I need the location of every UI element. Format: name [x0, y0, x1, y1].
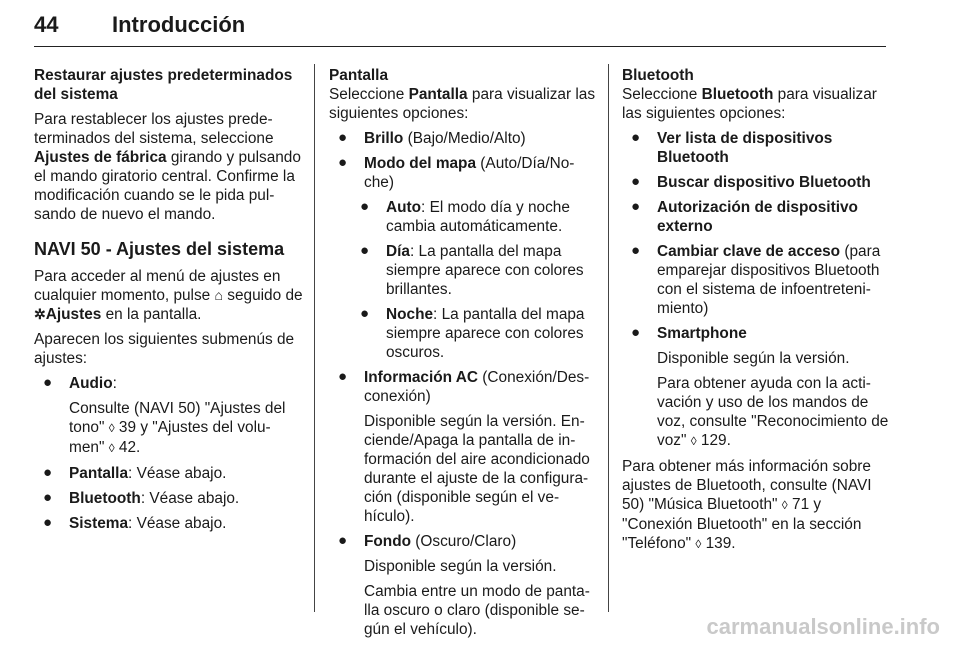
- bluetooth-more-info: Para obtener más información sobre ajustes de Bluetooth, consulte (NAVI 50) "Música Bluetooth" ◊ 71 y "Conexión Bluetooth" en la sección "Teléfono" ◊ 139.: [622, 458, 872, 552]
- bullet-icon: ●: [43, 489, 53, 506]
- list-item: ● Día: La pantalla del mapa siempre aparece con colores brillantes.: [360, 242, 584, 298]
- page-number: 44: [34, 12, 59, 37]
- pantalla-options: [329, 129, 597, 406]
- section-heading-navi50: NAVI 50 - Ajustes del sistema: [34, 239, 285, 259]
- fondo-detail-2: Cambia entre un modo de panta-lla oscuro o claro (disponible se-gún el vehículo).: [364, 583, 590, 638]
- home-icon: ⌂: [214, 287, 223, 303]
- bullet-icon: ●: [43, 374, 53, 391]
- list-item: ● Sistema: Véase abajo.: [43, 514, 227, 532]
- bullet-icon: ●: [360, 305, 370, 322]
- submenu-list: [34, 374, 306, 393]
- bluetooth-options: [622, 129, 890, 343]
- bullet-icon: ●: [338, 532, 348, 549]
- smartphone-detail-1: Disponible según la versión.: [657, 350, 850, 367]
- bullet-icon: ●: [631, 198, 641, 215]
- watermark: carmanualsonline.info: [706, 614, 940, 639]
- list-item: ● Pantalla: Véase abajo.: [43, 464, 227, 482]
- bullet-icon: ●: [338, 368, 348, 385]
- bullet-icon: ●: [338, 154, 348, 171]
- reference-icon: ◊: [695, 537, 702, 551]
- submenu-list: [34, 464, 306, 533]
- list-item: ● Fondo (Oscuro/Claro): [338, 532, 517, 550]
- list-item: ● Información AC (Conexión/Des-conexión): [338, 368, 590, 405]
- audio-detail: Consulte (NAVI 50) "Ajustes del tono" ◊ 39 y "Ajustes del volu-men" ◊ 42.: [69, 400, 286, 456]
- pantalla-options: [329, 532, 597, 551]
- list-item: ● Cambiar clave de acceso (para emparejar dispositivos Bluetooth con el sistema de infoentreteni-miento): [631, 242, 881, 317]
- bullet-icon: ●: [338, 129, 348, 146]
- bullet-icon: ●: [43, 464, 53, 481]
- fondo-detail-1: Disponible según la versión.: [364, 558, 557, 575]
- access-paragraph: Para acceder al menú de ajustes en cualquier momento, pulse ⌂ seguido de ✲Ajustes en la pantalla.: [34, 268, 303, 323]
- info-ac-detail: Disponible según la versión. En-ciende/Apaga la pantalla de in-formación del aire acondicionado durante el ajuste de la configura-ción (disponible según el ve-hículo).: [364, 413, 590, 525]
- restore-paragraph: Para restablecer los ajustes prede-terminados del sistema, seleccione Ajustes de fábrica girando y pulsando el mando giratorio central. Confirme la modificación cuando se le pida pul-sando de nuevo el mando.: [34, 111, 301, 223]
- list-item: ● Ver lista de dispositivos Bluetooth: [631, 129, 833, 166]
- list-item: ● Noche: La pantalla del mapa siempre aparece con colores oscuros.: [360, 305, 585, 361]
- column-2: [329, 66, 597, 645]
- list-item: ● Buscar dispositivo Bluetooth: [631, 173, 871, 191]
- column-divider: [314, 64, 315, 612]
- bullet-icon: ●: [631, 173, 641, 190]
- gear-icon: ✲: [34, 306, 46, 322]
- settings-label: Ajustes: [45, 306, 102, 323]
- bullet-icon: ●: [631, 242, 641, 259]
- section-heading-restore: Restaurar ajustes predeterminados del sistema: [34, 67, 293, 103]
- bullet-icon: ●: [631, 324, 641, 341]
- column-1: [34, 66, 306, 539]
- column-divider: [608, 64, 609, 612]
- submenus-intro: Aparecen los siguientes submenús de ajustes:: [34, 331, 295, 367]
- list-item: ● Bluetooth: Véase abajo.: [43, 489, 240, 507]
- list-item: ● Audio:: [43, 374, 117, 392]
- page-header: [34, 4, 886, 47]
- bullet-icon: ●: [43, 514, 53, 531]
- page-title: Introducción: [112, 12, 246, 37]
- smartphone-detail-2: Para obtener ayuda con la acti-vación y uso de los mandos de voz, consulte "Reconocimiento de voz" ◊ 129.: [657, 375, 889, 449]
- list-item: ● Modo del mapa (Auto/Día/No-che): [338, 154, 575, 191]
- pantalla-intro: Seleccione Pantalla para visualizar las siguientes opciones:: [329, 86, 596, 122]
- reference-icon: ◊: [108, 421, 115, 435]
- bullet-icon: ●: [360, 242, 370, 259]
- bullet-icon: ●: [360, 198, 370, 215]
- list-item: ● Brillo (Bajo/Medio/Alto): [338, 129, 526, 147]
- list-item: ● Auto: El modo día y noche cambia automáticamente.: [360, 198, 570, 235]
- list-item: ● Autorización de dispositivo externo: [631, 198, 858, 235]
- factory-settings-label: Ajustes de fábrica: [34, 149, 167, 166]
- reference-icon: ◊: [781, 498, 788, 512]
- section-heading-pantalla: Pantalla: [329, 67, 389, 84]
- bullet-icon: ●: [631, 129, 641, 146]
- list-item: ● Smartphone: [631, 324, 747, 342]
- section-heading-bluetooth: Bluetooth: [622, 67, 694, 84]
- bluetooth-intro: Seleccione Bluetooth para visualizar las siguientes opciones:: [622, 86, 877, 122]
- reference-icon: ◊: [690, 434, 697, 448]
- reference-icon: ◊: [108, 441, 115, 455]
- column-3: [622, 66, 890, 560]
